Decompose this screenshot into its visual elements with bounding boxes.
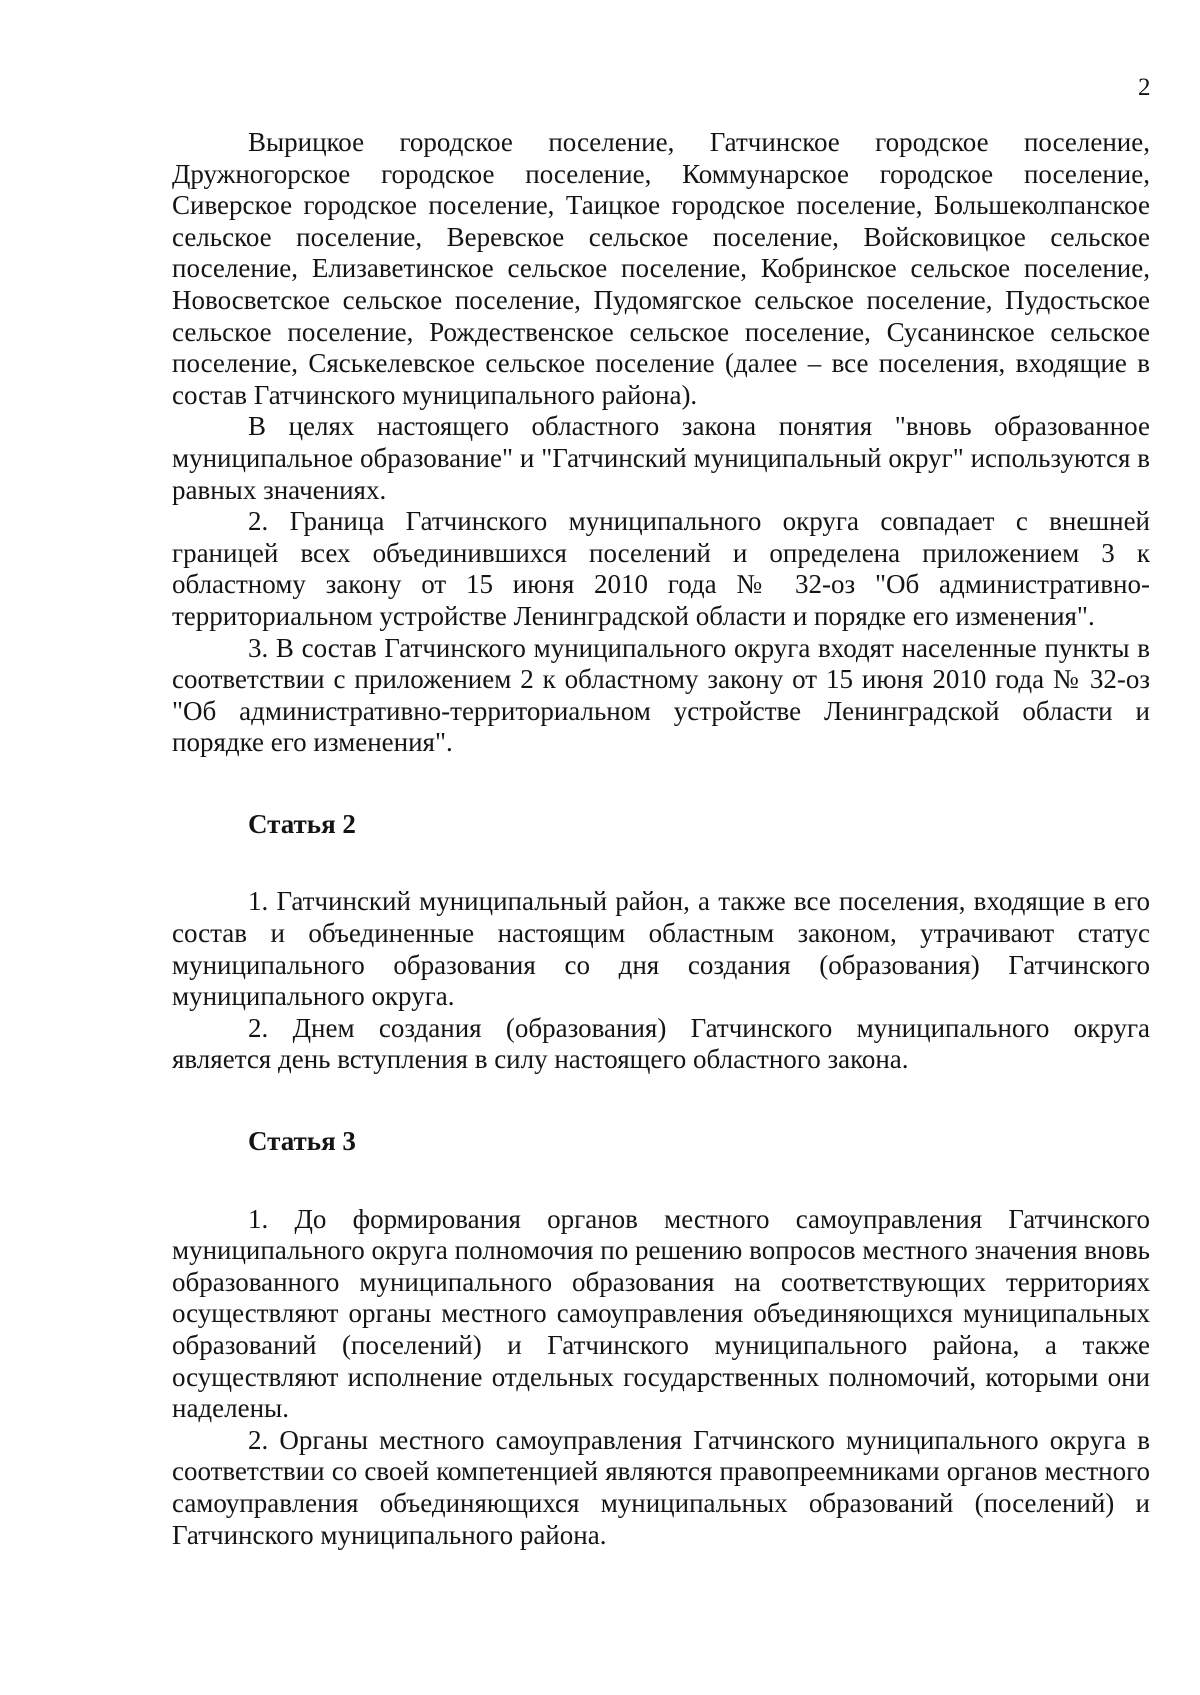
article-3-heading: Статья 3	[248, 1126, 356, 1157]
article-2-heading: Статья 2	[248, 808, 356, 839]
spacer	[172, 840, 1150, 886]
spacer	[172, 1076, 1150, 1126]
intro-section	[172, 127, 1150, 759]
document-body	[172, 127, 1150, 1551]
paragraph: 2. Органы местного самоуправления Гатчинского муниципального округа в соответствии со своей компетенцией являются правопреемниками органов местного самоуправления объединяющихся муниципальных образований (поселений) и Гатчинского муниципального района.	[172, 1424, 1150, 1550]
paragraph: Вырицкое городское поселение, Гатчинское городское поселение, Дружногорское городское поселение, Коммунарское городское поселение, Сиверское городское поселение, Таицкое городское поселение, Большеколпанское сельское поселение, Веревское сельское поселение, Войсковицкое сельское поселение, Елизаветинское сельское поселение, Кобринское сельское поселение, Новосветское сельское поселение, Пудомягское сельское поселение, Пудостьское сельское поселение, Рождественское сельское поселение, Сусанинское сельское поселение, Сяськелевское сельское поселение (далее – все поселения, входящие в состав Гатчинского муниципального района).	[172, 127, 1150, 410]
article-3-section	[172, 1126, 1150, 1551]
spacer	[172, 1158, 1150, 1204]
article-2-section	[172, 809, 1150, 1076]
paragraph: 1. До формирования органов местного самоуправления Гатчинского муниципального округа полномочия по решению вопросов местного значения вновь образованного муниципального образования на соответствующих территориях осуществляют органы местного самоуправления объединяющихся муниципальных образований (поселений) и Гатчинского муниципального района, а также осуществляют исполнение отдельных государственных полномочий, которыми они наделены.	[172, 1203, 1150, 1424]
paragraph: 2. Днем создания (образования) Гатчинского муниципального округа является день вступления в силу настоящего областного закона.	[172, 1012, 1150, 1075]
spacer	[172, 759, 1150, 809]
paragraph: 2. Граница Гатчинского муниципального округа совпадает с внешней границей всех объединившихся поселений и определена приложением 3 к областному закону от 15 июня 2010 года № 32-оз "Об административно-территориальном устройстве Ленинградской области и порядке его изменения".	[172, 506, 1150, 631]
paragraph: 3. В состав Гатчинского муниципального округа входят населенные пункты в соответствии с приложением 2 к областному закону от 15 июня 2010 года № 32-оз "Об административно-территориальном устройстве Ленинградской области и порядке его изменения".	[172, 632, 1150, 758]
paragraph: В целях настоящего областного закона понятия "вновь образованное муниципальное образование" и "Гатчинский муниципальный округ" используются в равных значениях.	[172, 411, 1150, 505]
page-number: 2	[1138, 74, 1151, 101]
paragraph: 1. Гатчинский муниципальный район, а также все поселения, входящие в его состав и объединенные настоящим областным законом, утрачивают статус муниципального образования со дня создания (образования) Гатчинского муниципального округа.	[172, 886, 1150, 1012]
